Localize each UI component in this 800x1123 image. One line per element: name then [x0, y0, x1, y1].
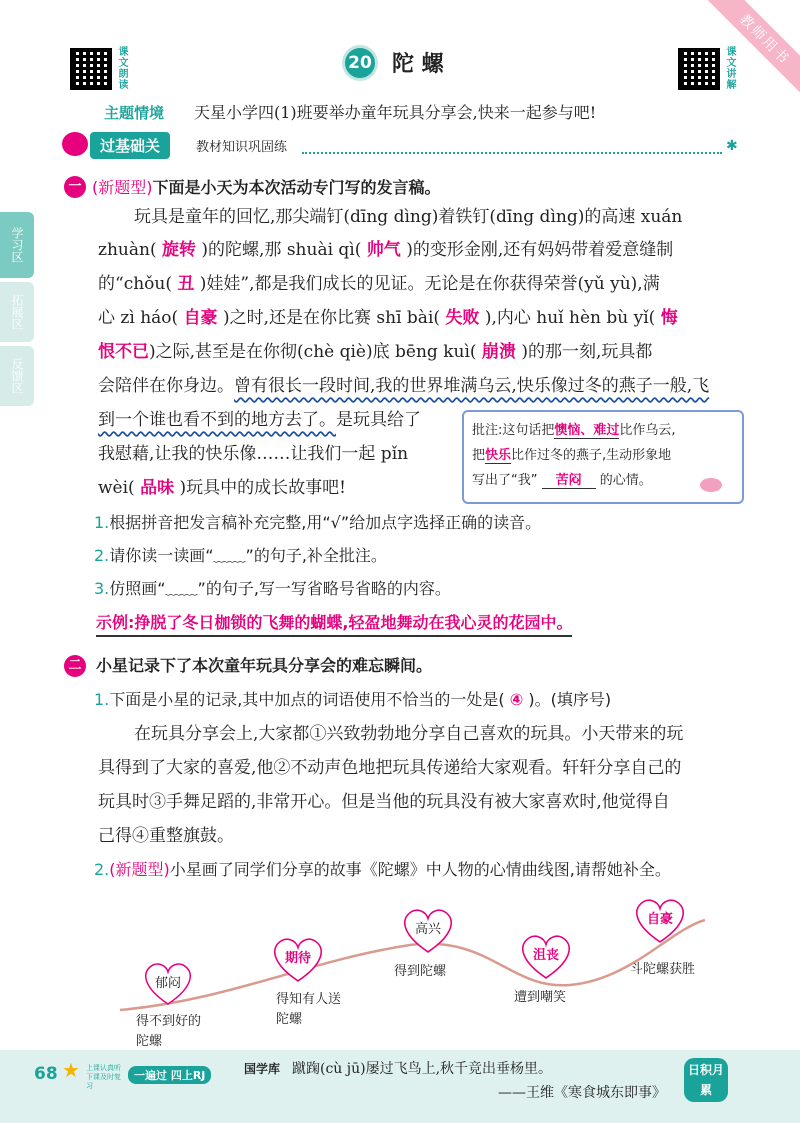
new-type-tag-2: (新题型): [109, 860, 170, 879]
part2-badge: 二: [64, 655, 86, 677]
part1-title: 下面是小天为本次活动专门写的发言稿。: [152, 178, 441, 197]
answer-zihao: 自豪: [183, 308, 218, 328]
heart-label-2: 期待: [284, 951, 311, 966]
note-answer-2: 快乐: [485, 448, 512, 463]
corner-tag: 教师用书: [703, 0, 800, 101]
part2-title: 小星记录下了本次童年玩具分享会的难忘瞬间。: [96, 656, 433, 675]
answer-huihen-part2: 恨不已: [98, 342, 149, 362]
lesson-title: 陀 螺: [392, 52, 444, 77]
footer-quote: 蹴踘(cù jū)屡过飞鸟上,秋千竞出垂杨里。: [292, 1061, 553, 1077]
heart-label-4: 沮丧: [532, 948, 559, 963]
event-3: 得到陀螺: [394, 964, 447, 979]
heart-3: [398, 906, 458, 954]
task-1: 1.根据拼音把发言稿补充完整,用“√”给加点字选择正确的读音。: [94, 513, 542, 532]
passage-line-1: 玩具是童年的回忆,那尖端钉(dīng dìng)着铁钉(dīng dìng)的高速 xuán: [134, 207, 683, 227]
passage-line-2: zhuàn( 旋转 )的陀螺,那 shuài qì( 帅气 )的变形金刚,还有妈妈带着爱意缝制: [98, 240, 674, 260]
answer-pinwei: 品味: [140, 478, 175, 498]
example-answer: 示例:挣脱了冬日枷锁的飞舞的蝴蝶,轻盈地舞动在我心灵的花园中。: [96, 610, 572, 637]
passage-line-4: 心 zì háo( 自豪 )之时,还是在你比赛 shī bài( 失败 ),内心 huǐ hèn bù yǐ( 悔: [98, 308, 678, 328]
section-band: [62, 130, 740, 158]
passage-line-3: 的“chǒu( 丑 )娃娃”,都是我们成长的见证。无论是在你获得荣誉(yǔ yù),满: [98, 274, 660, 294]
spinning-top-icon: [700, 478, 722, 492]
wavy-sentence-a: 曾有很长一段时间,我的世界堆满乌云,快乐像过冬的燕子一般,飞: [234, 376, 710, 396]
side-tab-feedback[interactable]: 反馈区: [0, 346, 34, 406]
answer-shibai: 失败: [445, 308, 480, 328]
heart-4: [516, 932, 576, 980]
section-divider: [302, 152, 722, 154]
heart-5: [630, 896, 690, 944]
answer-bengkui: 崩溃: [481, 342, 516, 362]
footer-lib-label: 国学库: [244, 1062, 281, 1076]
heart-label-3: 高兴: [414, 922, 441, 937]
heart-1: [140, 960, 196, 1006]
passage-line-8: 我慰藉,让我的快乐像……让我们一起 pǐn: [98, 444, 409, 464]
side-tab-study[interactable]: 学习区: [0, 212, 34, 278]
part1-badge: 一: [64, 176, 86, 198]
heart-label-5: 自豪: [646, 912, 673, 927]
owl-icon: [62, 132, 88, 156]
part2-q1: 1.下面是小星的记录,其中加点的词语使用不恰当的一处是( ④ )。(填序号): [94, 690, 612, 709]
wavy-sentence-b: 到一个谁也看不到的地方去了。: [98, 410, 336, 430]
heart-label-1: 郁闷: [154, 976, 181, 991]
answer-xuanzhuan: 旋转: [161, 240, 196, 260]
footer-source: ——王维《寒食城东即事》: [498, 1085, 666, 1101]
note-line-3: 写出了“我” 苦闷 的心情。: [472, 473, 652, 488]
qr-left-label: 课文朗读: [116, 46, 127, 90]
mascot-star-icon: ★: [62, 1058, 80, 1082]
answer-shuaiqi: 帅气: [366, 240, 401, 260]
qr-right-label: 课文讲解: [724, 46, 735, 90]
footer-brand: 一遍过 四上RJ: [128, 1066, 211, 1084]
part1-heading: [92, 175, 441, 198]
page-number: 68: [34, 1064, 58, 1084]
star-icon: ✱: [726, 138, 738, 154]
task-3: 3.仿照画“﹏﹏”的句子,写一写省略号省略的内容。: [94, 579, 451, 598]
part2-q2: 2.(新题型)小星画了同学们分享的故事《陀螺》中人物的心情曲线图,请帮她补全。: [94, 860, 671, 879]
task-2: 2.请你读一读画“﹏﹏”的句子,补全批注。: [94, 546, 387, 565]
part2-passage-2: 具得到了大家的喜爱,他②不动声色地把玩具传递给大家观看。轩轩分享自己的: [98, 758, 682, 778]
event-4: 遭到嘲笑: [514, 990, 567, 1005]
passage-line-5: 恨不已)之际,甚至是在你彻(chè qiè)底 bēng kuì( 崩溃 )的那一刻,玩具都: [98, 342, 653, 362]
answer-q1: ④: [509, 690, 524, 709]
new-type-tag: (新题型): [92, 178, 153, 197]
passage-line-9: wèi( 品味 )玩具中的成长故事吧!: [98, 478, 346, 498]
footer-slogan: 上课认真听 下课及时复习: [86, 1064, 121, 1090]
answer-chou: 丑: [177, 274, 195, 294]
passage-line-7: 到一个谁也看不到的地方去了。是玩具给了: [98, 410, 421, 430]
event-2: 得知有人送陀螺: [276, 992, 342, 1027]
event-5: 斗陀螺获胜: [630, 962, 696, 977]
theme-label: 主题情境: [104, 104, 165, 122]
theme-text: 天星小学四(1)班要举办童年玩具分享会,快来一起参与吧!: [194, 103, 597, 122]
note-answer-3: 苦闷: [542, 473, 596, 489]
event-1: 得不到好的陀螺: [136, 1014, 202, 1049]
section-title: 过基础关: [90, 132, 170, 159]
heart-2: [268, 935, 328, 983]
qr-code-right[interactable]: [678, 48, 720, 90]
qr-code-left[interactable]: [70, 48, 112, 90]
answer-huihen-part1: 悔: [660, 308, 678, 328]
lesson-number: 20: [345, 48, 375, 78]
footer-badge: 日积月累: [684, 1058, 728, 1102]
part2-passage-3: 玩具时③手舞足蹈的,非常开心。但是当他的玩具没有被大家喜欢时,他觉得自: [98, 792, 670, 812]
part2-passage-4: 己得④重整旗鼓。: [98, 826, 234, 846]
note-line-2: 把快乐比作过冬的燕子,生动形象地: [472, 448, 672, 463]
passage-line-6: 会陪伴在你身边。曾有很长一段时间,我的世界堆满乌云,快乐像过冬的燕子一般,飞: [98, 376, 710, 396]
annotation-box: [462, 410, 744, 504]
section-subtitle: 教材知识巩固练: [196, 140, 288, 155]
note-answer-1: 懊恼、难过: [554, 423, 620, 438]
side-tab-extend[interactable]: 拓展区: [0, 282, 34, 342]
note-line-1: 批注:这句话把懊恼、难过比作乌云,: [472, 423, 676, 438]
part2-passage-1: 在玩具分享会上,大家都①兴致勃勃地分享自己喜欢的玩具。小天带来的玩: [134, 724, 684, 744]
